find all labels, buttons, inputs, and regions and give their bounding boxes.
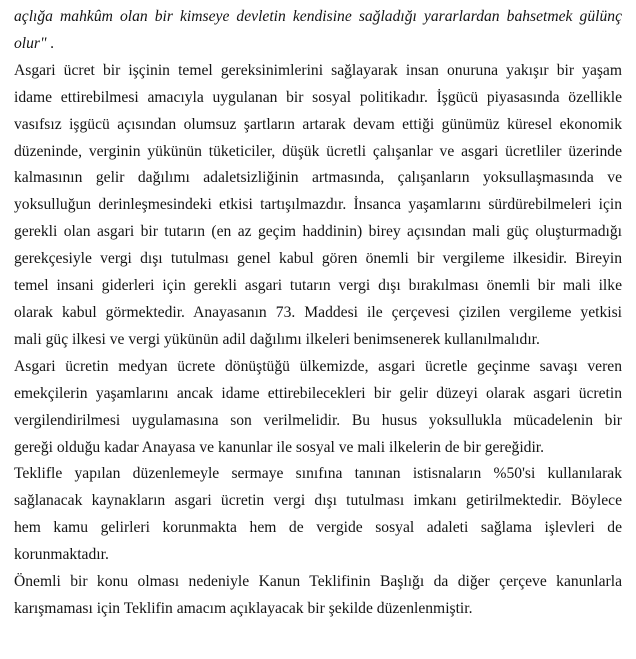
text-line: kalmasının gelir dağılımı adaletsizliğinin artmasında, çalışanların yoksullaşmasında ve: [14, 169, 622, 187]
text-line: temel insani giderleri için gerekli asgari tutarın vergi dışı bırakılması önemli bir mali ilke: [14, 277, 622, 295]
text-line: gereği olduğu kadar Anayasa ve kanunlar ile sosyal ve mali ilkelerin de bir gereğidir.: [14, 438, 545, 456]
quote-line-2: olur" .: [14, 34, 55, 52]
text-line: Asgari ücretin medyan ücrete dönüştüğü ülkemizde, asgari ücretle geçinme savaşı veren: [14, 357, 622, 375]
text-line: idame ettirebilmesi amacıyla uygulanan bir sosyal politikadır. İşgücü piyasasında özellikle: [14, 88, 622, 106]
text-line: korunmaktadır.: [14, 546, 109, 564]
text-line: gerekçesiyle vergi dışı tutulması genel kabul gören önemli bir vergileme ilkesidir. Bireyin: [14, 250, 622, 268]
text-line: olarak kabul görmektedir. Anayasanın 73. Maddesi ile çerçevesi çizilen vergileme yetkisi: [14, 303, 622, 321]
text-line: hem kamu gelirleri korunmakta hem de vergide sosyal adaleti sağlama işlevleri de: [14, 519, 622, 537]
text-line: Önemli bir konu olması nedeniyle Kanun Teklifinin Başlığı da diğer çerçeve kanunlarla: [14, 573, 622, 591]
text-line: emekçilerin yaşamlarını ancak idame ettirebilecekleri bir gelir düzeyi olarak asgari ücretin: [14, 384, 622, 402]
paragraph-minimum-wage-policy: [14, 58, 622, 354]
text-line: Teklifle yapılan düzenlemeyle sermaye sınıfına tanınan istisnaların %50'si kullanılarak: [14, 465, 622, 483]
text-line: sağlanacak kaynakların asgari ücretin vergi dışı tutulması imkanı getirilmektedir. Böylece: [14, 492, 622, 510]
text-line: gerekli olan asgari bir tutarın (en az geçim haddinin) birey açısından mali güç oluşturmadığı: [14, 223, 622, 241]
quote-intro: [14, 4, 622, 58]
text-line: yoksulluğun derinleşmesindeki etkisi tartışılmazdır. İnsanca yaşamlarını sürdürebilmeleri için: [14, 196, 622, 214]
paragraph-proposal-exemptions: [14, 461, 622, 569]
quote-line-1: açlığa mahkûm olan bir kimseye devletin kendisine sağladığı yararlardan bahsetmek gülünç: [14, 8, 622, 25]
paragraph-law-title: [14, 569, 622, 623]
text-line: karışmaması için Teklifin amacım açıklayacak bir şekilde düzenlenmiştir.: [14, 599, 473, 617]
text-line: vergilendirilmesi uygulamasına son verilmelidir. Bu husus yoksullukla mücadelenin bir: [14, 411, 622, 429]
text-line: vasıfsız işgücü açısından olumsuz şartların artarak devam ettiği günümüz küresel ekonomik: [14, 115, 622, 133]
text-line: Asgari ücret bir işçinin temel gereksinimlerini sağlayarak insan onuruna yakışır bir yaşam: [14, 61, 622, 79]
text-line: mali güç ilkesi ve vergi yükünün adil dağılımı ilkeleri benimsenerek kullanılmalıdır.: [14, 330, 540, 348]
paragraph-median-wage: [14, 354, 622, 462]
text-line: düzeninde, verginin yükünün tüketiciler, düşük ücretli çalışanlar ve asgari ücretliler üzerinde: [14, 142, 622, 160]
